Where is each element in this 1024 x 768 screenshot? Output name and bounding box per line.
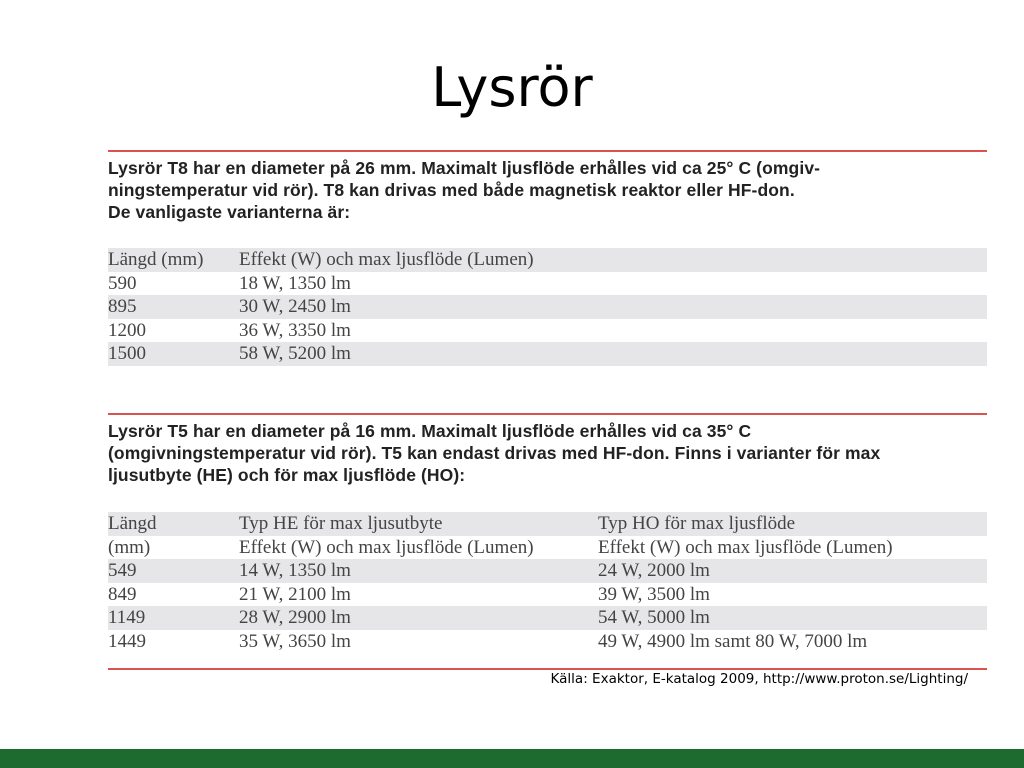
- t5-subheader-unit: (mm): [108, 536, 151, 558]
- t5-cell-he: 35 W, 3650 lm: [239, 630, 351, 652]
- table-row: [108, 606, 987, 630]
- t8-header-row: [108, 248, 987, 272]
- t5-header-he: Typ HE för max ljusutbyte: [239, 512, 598, 536]
- t8-desc-line-2: ningstemperatur vid rör). T8 kan drivas med både magnetisk reaktor eller HF-don.: [108, 180, 795, 200]
- t8-cell-effect: 18 W, 1350 lm: [239, 272, 351, 294]
- t5-subheader-he: Effekt (W) och max ljusflöde (Lumen): [239, 536, 534, 558]
- table-row: [108, 583, 987, 607]
- t8-header-effect: Effekt (W) och max ljusflöde (Lumen): [239, 248, 987, 272]
- t8-header-length: Längd (mm): [108, 248, 239, 272]
- t8-cell-length: 590: [108, 272, 137, 294]
- t5-cell-he: 21 W, 2100 lm: [239, 583, 351, 605]
- t5-desc-line-1: Lysrör T5 har en diameter på 16 mm. Maximalt ljusflöde erhålles vid ca 35° C: [108, 421, 752, 441]
- t8-table: [108, 248, 987, 366]
- table-row: [108, 559, 987, 583]
- t5-cell-he: 14 W, 1350 lm: [239, 559, 598, 583]
- t8-cell-length: 1500: [108, 342, 239, 366]
- t8-cell-length: 1200: [108, 319, 146, 341]
- t5-desc-line-2: (omgivningstemperatur vid rör). T5 kan endast drivas med HF-don. Finns i varianter för max: [108, 443, 881, 463]
- t5-cell-length: 1449: [108, 630, 146, 652]
- t5-cell-he: 28 W, 2900 lm: [239, 606, 598, 630]
- t5-cell-ho: 24 W, 2000 lm: [598, 559, 987, 583]
- t5-top-rule: [108, 413, 987, 415]
- t8-section: [108, 150, 987, 366]
- t5-subheader-row: [108, 536, 987, 560]
- t8-desc-line-3: De vanligaste varianterna är:: [108, 202, 351, 222]
- t8-top-rule: [108, 150, 987, 152]
- t8-cell-length: 895: [108, 295, 239, 319]
- t5-cell-length: 1149: [108, 606, 239, 630]
- table-row: [108, 630, 987, 654]
- t5-cell-ho: 49 W, 4900 lm samt 80 W, 7000 lm: [598, 630, 868, 652]
- t5-header-ho: Typ HO för max ljusflöde: [598, 512, 987, 536]
- t8-cell-effect: 30 W, 2450 lm: [239, 295, 987, 319]
- t5-desc-line-3: ljusutbyte (HE) och för max ljusflöde (HO):: [108, 465, 466, 485]
- t8-cell-effect: 58 W, 5200 lm: [239, 342, 987, 366]
- table-row: [108, 272, 987, 296]
- source-citation: Källa: Exaktor, E-katalog 2009, http://www.proton.se/Lighting/: [550, 671, 968, 687]
- t5-subheader-ho: Effekt (W) och max ljusflöde (Lumen): [598, 536, 893, 558]
- t5-section: [108, 413, 987, 670]
- t5-bottom-rule: [108, 668, 987, 670]
- t5-header-row: [108, 512, 987, 536]
- t5-header-length: Längd: [108, 512, 239, 536]
- t5-table: [108, 512, 987, 653]
- t8-description: [108, 157, 987, 223]
- t8-cell-effect: 36 W, 3350 lm: [239, 319, 351, 341]
- slide-title: Lysrör: [431, 56, 593, 119]
- t5-cell-length: 849: [108, 583, 137, 605]
- t8-desc-line-1: Lysrör T8 har en diameter på 26 mm. Maximalt ljusflöde erhålles vid ca 25° C (omgiv-: [108, 158, 821, 178]
- table-row: [108, 319, 987, 343]
- t5-description: [108, 420, 987, 486]
- t5-cell-ho: 54 W, 5000 lm: [598, 606, 987, 630]
- table-row: [108, 342, 987, 366]
- footer-bar: [0, 749, 1024, 768]
- t5-cell-ho: 39 W, 3500 lm: [598, 583, 710, 605]
- table-row: [108, 295, 987, 319]
- t5-cell-length: 549: [108, 559, 239, 583]
